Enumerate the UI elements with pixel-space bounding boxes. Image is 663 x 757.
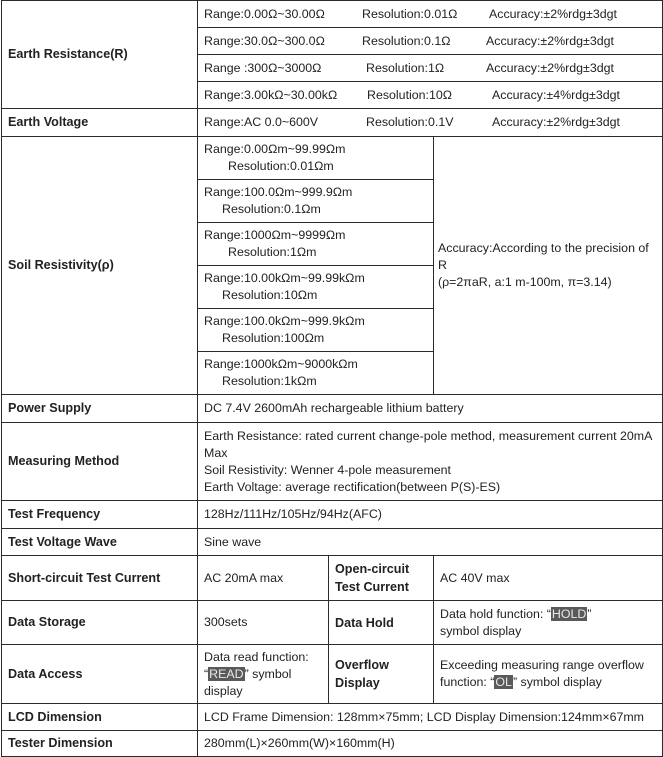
soil-range-3 (198, 223, 434, 266)
overflow-prefix: function: “ (440, 675, 495, 689)
specifications-table (1, 0, 663, 757)
accuracy-text: Accuracy:±4%rdg±3dgt (492, 87, 620, 102)
method-line-4: Earth Voltage: average rectification(between P(S)-ES) (204, 479, 501, 494)
data-hold-suffix: ” (587, 606, 592, 621)
open-circuit-label (329, 556, 434, 601)
open-circuit-label-line-1: Open-circuit (335, 562, 410, 576)
range-text: Range:30.0Ω~300.0Ω (204, 33, 325, 48)
range-text: Range:100.0Ωm~999.9Ωm (204, 185, 353, 199)
data-storage-value: 300sets (198, 601, 329, 645)
earth-resistance-range-1 (198, 1, 663, 28)
range-text: Range:AC 0.0~600V (204, 115, 319, 129)
earth-resistance-range-3 (198, 55, 663, 82)
measuring-method-row (2, 423, 663, 501)
accuracy-line-3: (ρ=2πaR, a:1 m-100m, π=3.14) (438, 275, 612, 289)
data-hold-value (434, 601, 663, 645)
ol-symbol: OL (495, 675, 512, 689)
data-hold-prefix: Data hold function: “ (440, 606, 551, 621)
resolution-text: Resolution:10Ωm (222, 288, 318, 302)
resolution-text: Resolution:1kΩm (222, 374, 317, 388)
data-access-value (198, 645, 329, 704)
resolution-text: Resolution:0.01Ω (362, 6, 458, 21)
earth-voltage-label: Earth Voltage (2, 109, 198, 137)
test-voltage-wave-label: Test Voltage Wave (2, 529, 198, 556)
lcd-dimension-value: LCD Frame Dimension: 128mm×75mm; LCD Display Dimension:124mm×67mm (198, 704, 663, 731)
power-supply-label: Power Supply (2, 395, 198, 423)
range-text: Range:0.00Ωm~99.99Ωm (204, 142, 346, 156)
data-access-line-2 (204, 666, 328, 683)
data-hold-line-2: symbol display (440, 623, 522, 638)
lcd-dimension-row (2, 704, 663, 731)
earth-resistance-range-4 (198, 82, 663, 109)
soil-range-1 (198, 137, 434, 180)
data-access-row (2, 645, 663, 704)
soil-range-5 (198, 309, 434, 352)
overflow-display-label (329, 645, 434, 704)
open-circuit-value: AC 40V max (434, 556, 663, 601)
data-storage-row (2, 601, 663, 645)
short-circuit-row (2, 556, 663, 601)
resolution-text: Resolution:1Ωm (228, 245, 317, 259)
power-supply-row (2, 395, 663, 423)
resolution-text: Resolution:0.01Ωm (228, 159, 334, 173)
accuracy-text: Accuracy:±2%rdg±3dgt (486, 60, 614, 75)
earth-resistance-range-2 (198, 28, 663, 55)
power-supply-value: DC 7.4V 2600mAh rechargeable lithium battery (198, 395, 663, 423)
data-hold-label: Data Hold (329, 601, 434, 645)
data-storage-label: Data Storage (2, 601, 198, 645)
test-voltage-wave-row (2, 529, 663, 556)
accuracy-text: Accuracy:±2%rdg±3dgt (492, 115, 620, 129)
resolution-text: Resolution:0.1Ω (362, 33, 451, 48)
range-text: Range:100.0kΩm~999.9kΩm (204, 314, 365, 328)
soil-range-2 (198, 180, 434, 223)
overflow-label-line-2: Display (335, 676, 380, 690)
resolution-text: Resolution:100Ωm (222, 331, 325, 345)
range-text: Range:10.00kΩm~99.99kΩm (204, 271, 365, 285)
overflow-line-2 (440, 674, 662, 691)
lcd-dimension-label: LCD Dimension (2, 704, 198, 731)
method-line-2: Max (204, 445, 228, 460)
test-frequency-row (2, 501, 663, 529)
accuracy-line-1: Accuracy:According to the precision of (438, 241, 649, 255)
earth-voltage-row (2, 109, 663, 137)
data-access-label: Data Access (2, 645, 198, 704)
accuracy-text: Accuracy:±2%rdg±3dgt (486, 33, 614, 48)
measuring-method-label: Measuring Method (2, 423, 198, 501)
earth-resistance-row (2, 1, 663, 28)
soil-resistivity-label: Soil Resistivity(ρ) (2, 137, 198, 395)
short-circuit-value: AC 20mA max (198, 556, 329, 601)
resolution-text: Resolution:0.1Ωm (222, 202, 321, 216)
overflow-suffix: ” symbol display (512, 675, 602, 689)
accuracy-line-2: R (438, 258, 447, 272)
read-symbol: READ (209, 666, 244, 681)
earth-resistance-label: Earth Resistance(R) (2, 1, 198, 109)
resolution-text: Resolution:0.1V (366, 115, 454, 129)
overflow-line-1: Exceeding measuring range overflow (440, 658, 644, 672)
range-text: Range:3.00kΩ~30.00kΩ (204, 87, 338, 102)
soil-range-6 (198, 352, 434, 395)
tester-dimension-label: Tester Dimension (2, 731, 198, 757)
test-frequency-label: Test Frequency (2, 501, 198, 529)
test-voltage-wave-value: Sine wave (198, 529, 663, 556)
hold-symbol: HOLD (551, 606, 587, 621)
accuracy-text: Accuracy:±2%rdg±3dgt (489, 6, 617, 21)
tester-dimension-row (2, 731, 663, 757)
range-text: Range:1000kΩm~9000kΩm (204, 357, 358, 371)
method-line-3: Soil Resistivity: Wenner 4-pole measurement (204, 462, 451, 477)
range-text: Range:0.00Ω~30.00Ω (204, 6, 325, 21)
overflow-display-value (434, 645, 663, 704)
data-hold-line-1 (440, 606, 662, 623)
resolution-text: Resolution:1Ω (366, 60, 445, 75)
tester-dimension-value: 280mm(L)×260mm(W)×160mm(H) (198, 731, 663, 757)
measuring-method-value (198, 423, 663, 501)
resolution-text: Resolution:10Ω (367, 87, 453, 102)
short-circuit-label: Short-circuit Test Current (2, 556, 198, 601)
method-line-1: Earth Resistance: rated current change-pole method, measurement current 20mA (204, 428, 653, 443)
overflow-label-line-1: Overflow (335, 658, 389, 672)
range-text: Range :300Ω~3000Ω (204, 60, 322, 75)
soil-resistivity-row (2, 137, 663, 180)
soil-range-4 (198, 266, 434, 309)
range-text: Range:1000Ωm~9999Ωm (204, 228, 346, 242)
data-access-line-1: Data read function: (204, 649, 309, 664)
open-circuit-label-line-2: Test Current (335, 580, 409, 594)
data-access-line-3: display (204, 683, 243, 698)
read-suffix: ” symbol (244, 666, 292, 681)
test-frequency-value: 128Hz/111Hz/105Hz/94Hz(AFC) (198, 501, 663, 529)
earth-voltage-value (198, 109, 663, 137)
read-quote-open: “ (204, 666, 209, 681)
soil-accuracy (434, 137, 663, 395)
